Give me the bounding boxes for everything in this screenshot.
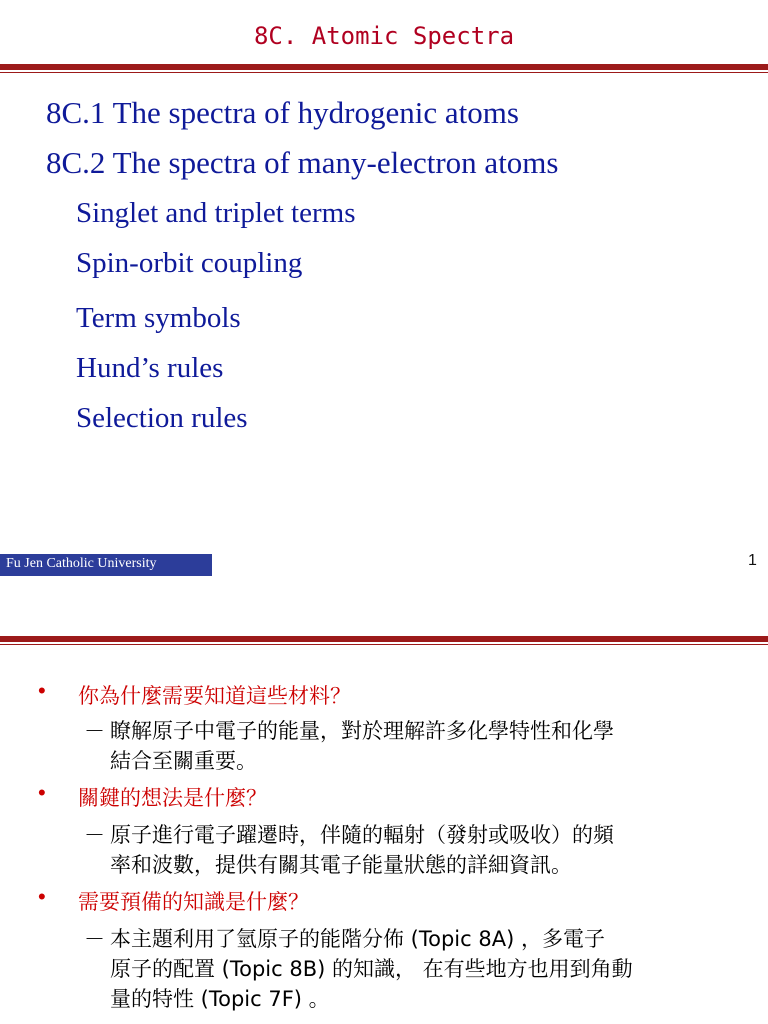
- answer-line: 本主題利用了氫原子的能階分佈 (Topic 8A) ，多電子: [110, 927, 605, 951]
- subtopic-item: Singlet and triplet terms: [76, 197, 356, 229]
- bullet-icon: •: [38, 678, 46, 703]
- question-text: 你為什麼需要知道這些材料？: [78, 684, 351, 708]
- topic-item: 8C.1 The spectra of hydrogenic atoms: [46, 95, 519, 130]
- top-divider-thin: [0, 644, 768, 645]
- question-text: 關鍵的想法是什麼？: [78, 786, 267, 810]
- slide-title: 8C. Atomic Spectra: [253, 22, 515, 50]
- subtopic-item: Term symbols: [76, 302, 241, 334]
- subtopic-item: Spin-orbit coupling: [76, 247, 303, 279]
- answer-line: 原子進行電子躍遷時，伴隨的輻射（發射或吸收）的頻: [110, 823, 614, 847]
- university-name: Fu Jen Catholic University: [6, 556, 157, 571]
- subtopic-item: Selection rules: [76, 402, 248, 434]
- topic-item: 8C.2 The spectra of many-electron atoms: [46, 145, 559, 180]
- page-number: 1: [748, 552, 757, 569]
- answer-line: 瞭解原子中電子的能量，對於理解許多化學特性和化學: [110, 719, 614, 743]
- slide-2: [0, 616, 768, 1024]
- bullet-icon: •: [38, 884, 46, 909]
- question-text: 需要預備的知識是什麼？: [78, 890, 309, 914]
- answer-line: 原子的配置 (Topic 8B) 的知識， 在有些地方也用到角動: [110, 957, 633, 981]
- footer-logo-bar: [0, 554, 212, 576]
- answer-line: 結合至關重要。: [110, 749, 257, 773]
- top-divider: [0, 636, 768, 642]
- answer-line: 率和波數，提供有關其電子能量狀態的詳細資訊。: [110, 853, 572, 877]
- title-divider-thin: [0, 72, 768, 73]
- dash-icon: －: [84, 927, 105, 951]
- subtopic-item: Hund’s rules: [76, 352, 224, 384]
- answer-line: 量的特性 (Topic 7F) 。: [110, 987, 330, 1011]
- dash-icon: －: [84, 719, 105, 743]
- bullet-icon: •: [38, 780, 46, 805]
- title-divider: [0, 64, 768, 70]
- dash-icon: －: [84, 823, 105, 847]
